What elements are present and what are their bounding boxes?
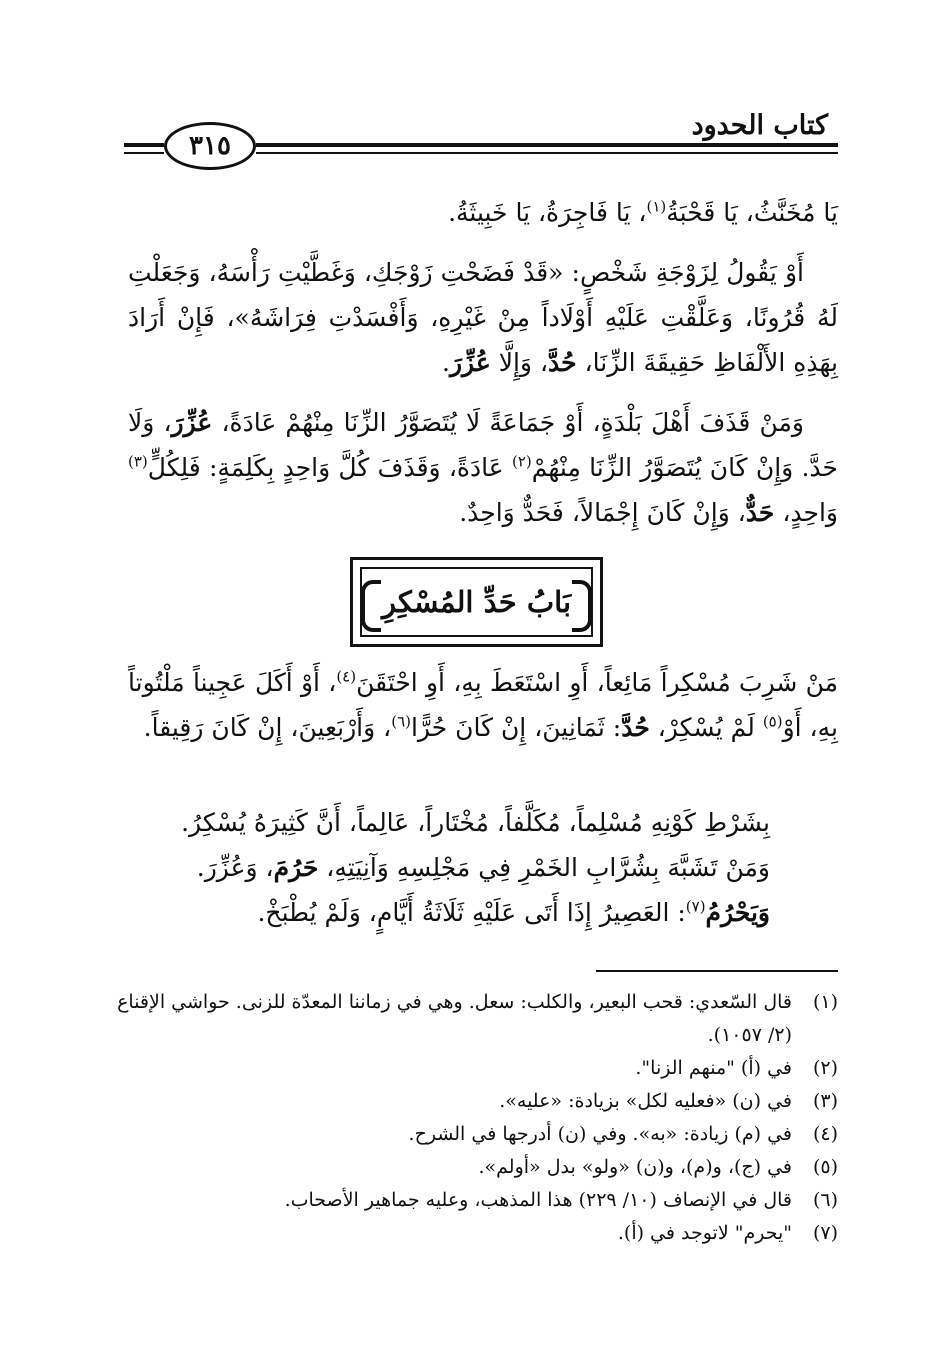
footnote bbox=[110, 1118, 838, 1151]
text-run: يَا مُخَنَّثُ، يَا قَحْبَةُ bbox=[666, 198, 838, 227]
text-run: . bbox=[442, 348, 450, 377]
footnote-text: في (ج)، و(م)، و(ن) «ولو» بدل «أولم». bbox=[478, 1156, 792, 1178]
footnote-text: في (ن) «فعليه لكل» بزيادة: «عليه». bbox=[499, 1090, 792, 1112]
page-number: ٣١٥ bbox=[164, 122, 256, 170]
footnotes bbox=[110, 986, 838, 1250]
keyword: حَرُمَ bbox=[273, 853, 319, 882]
text-run: ، وَأَرْبَعِينَ، إِنْ كَانَ رَقِيقاً. bbox=[143, 713, 392, 742]
indented-line-2 bbox=[196, 845, 770, 890]
section-heading-frame bbox=[350, 557, 603, 647]
footnote-text: "يحرم" لاتوجد في (أ). bbox=[617, 1222, 792, 1244]
text-run: ، وَعُزِّرَ. bbox=[196, 853, 274, 882]
text-run: ، وَلَا حَدَّ. وَإِنْ كَانَ يُتَصَوَّرُ الزِّنَا مِنْهُمْ bbox=[128, 408, 839, 482]
text-run: مَنْ شَرِبَ مُسْكِراً مَائِعاً، أَوِ اسْتَعَطَ بِهِ، أَوِ احْتَقَنَ bbox=[356, 668, 838, 697]
indented-lines bbox=[181, 800, 770, 935]
paragraph-2 bbox=[128, 250, 838, 385]
text-run: وَمَنْ تَشَبَّهَ بِشُرَّابِ الخَمْرِ فِي مَجْلِسِهِ وَآنِيَتِهِ، bbox=[326, 853, 770, 882]
footnote-text: في (أ) "منهم الزنا". bbox=[635, 1057, 792, 1079]
footnote-ref: (٧) bbox=[685, 897, 706, 916]
main-text bbox=[128, 190, 838, 535]
header-rule bbox=[256, 143, 838, 154]
footnote-ref: (٢) bbox=[511, 452, 532, 471]
keyword: وَيَحْرُمُ bbox=[705, 898, 770, 927]
paragraph-1 bbox=[128, 190, 838, 235]
footnote-number: (١) bbox=[812, 991, 838, 1013]
text-run: وَاحِدٍ، bbox=[782, 498, 838, 527]
paragraph-3 bbox=[128, 400, 838, 535]
footnote-ref: (٥) bbox=[762, 712, 783, 731]
footnote-number: (٢) bbox=[812, 1057, 838, 1079]
text-run: أَوْ يَقُولُ لِزَوْجَةِ شَخْصٍ: «قَدْ فَضَحْتِ زَوْجَكِ، وَغَطَّيْتِ رَأْسَهُ، وَجَعَلْتِ لَهُ قُرُونًا، وَعَلَّقْتِ عَلَيْهِ أَوْلَاداً مِنْ غَيْرِهِ، وَأَفْسَدْتِ فِرَاشَهُ»، فَإِنْ أَرَادَ بِهَذِهِ الأَلْفَاظِ حَقِيقَةَ الزِّنَا، bbox=[128, 258, 838, 377]
footnote-ref: (٣) bbox=[128, 452, 148, 471]
ornament-bracket-left bbox=[361, 580, 381, 632]
text-run: ، وَإِلَّا bbox=[498, 348, 549, 377]
running-header-title: كتاب الحدود bbox=[691, 110, 828, 141]
footnote-number: (٦) bbox=[812, 1189, 838, 1211]
text-run: وَمَنْ قَذَفَ أَهْلَ بَلْدَةٍ، أَوْ جَمَاعَةً لَا يُتَصَوَّرُ الزِّنَا مِنْهُمْ عَادَةً، bbox=[221, 408, 804, 437]
text-run: لَمْ يُسْكِرْ، bbox=[657, 713, 763, 742]
text-run: بِشَرْطِ كَوْنِهِ مُسْلِماً، مُكَلَّفاً، مُخْتَاراً، عَالِماً، أَنَّ كَثِيرَهُ يُسْكِرُ. bbox=[181, 808, 770, 837]
keyword: حُدَّ bbox=[548, 348, 577, 377]
ornament-bracket-right bbox=[572, 580, 592, 632]
section-heading: بَابُ حَدِّ المُسْكِرِ bbox=[381, 585, 572, 619]
keyword: عُزِّرَ bbox=[449, 348, 491, 377]
footnote bbox=[110, 1217, 838, 1250]
header-rule-short bbox=[124, 143, 164, 154]
keyword: عُزِّرَ bbox=[171, 408, 213, 437]
footnote bbox=[110, 1085, 838, 1118]
indented-line-1 bbox=[181, 800, 770, 845]
footnote bbox=[110, 986, 838, 1052]
text-run: ، أَوْ أَكَلَ عَجِيناً مَلْتُوتاً بِهِ، أَوْ bbox=[128, 668, 838, 742]
footnote-ref: (٦) bbox=[391, 712, 411, 731]
footnote-separator bbox=[596, 970, 838, 972]
footnote-number: (٤) bbox=[812, 1123, 838, 1145]
footnote-ref: (١) bbox=[646, 197, 667, 216]
footnote-text: قال السّعدي: قحب البعير، والكلب: سعل. وهي في زماننا المعدّة للزنى. حواشي الإقناع (٢/ ١٠٥٧). bbox=[117, 991, 792, 1046]
footnote-number: (٣) bbox=[812, 1090, 838, 1112]
section-text bbox=[128, 660, 838, 750]
footnote-text: في (م) زيادة: «به». وفي (ن) أدرجها في الشرح. bbox=[408, 1123, 792, 1145]
text-run: : العَصِيرُ إِذَا أَتَى عَلَيْهِ ثَلَاثَةُ أَيَّامٍ، وَلَمْ يُطْبَخْ. bbox=[257, 898, 686, 927]
footnote bbox=[110, 1184, 838, 1217]
footnote bbox=[110, 1052, 838, 1085]
text-run: ، وَإِنْ كَانَ إِجْمَالاً، فَحَدٌّ وَاحِدٌ. bbox=[459, 498, 746, 527]
keyword: حَدٌّ bbox=[745, 498, 775, 527]
indented-line-3 bbox=[200, 890, 770, 935]
footnote-number: (٥) bbox=[812, 1156, 838, 1178]
paragraph-4 bbox=[128, 660, 838, 750]
text-run: : ثَمَانِينَ، إِنْ كَانَ حُرًّا bbox=[410, 713, 622, 742]
footnote-number: (٧) bbox=[812, 1222, 838, 1244]
text-run: ، يَا فَاجِرَةُ، يَا خَبِيثَةُ. bbox=[448, 198, 647, 227]
footnote-text: قال في الإنصاف (١٠/ ٢٢٩) هذا المذهب، وعليه جماهير الأصحاب. bbox=[284, 1189, 792, 1211]
footnote bbox=[110, 1151, 838, 1184]
footnote-ref: (٤) bbox=[336, 667, 357, 686]
text-run: عَادَةً، وَقَذَفَ كُلَّ وَاحِدٍ بِكَلِمَةٍ: فَلِكُلٍّ bbox=[147, 453, 512, 482]
keyword: حُدَّ bbox=[621, 713, 650, 742]
section-heading-inner-frame bbox=[360, 567, 593, 637]
